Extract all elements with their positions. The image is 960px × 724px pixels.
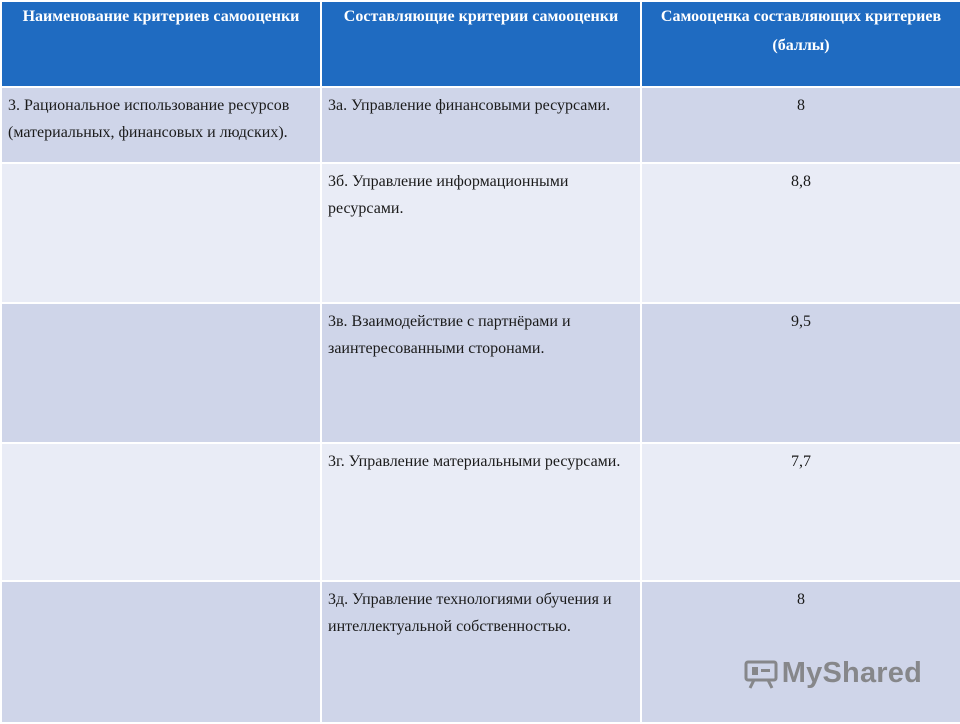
- table-row: [1, 443, 960, 581]
- criterion-cell: [1, 443, 321, 581]
- table-row: [1, 581, 960, 723]
- presentation-board-icon: [744, 659, 778, 689]
- table-row: [1, 87, 960, 163]
- score-cell: 7,7: [641, 443, 960, 581]
- header-component: Составляющие критерии самооценки: [321, 1, 641, 87]
- score-cell: 8: [641, 581, 960, 723]
- score-cell: 8: [641, 87, 960, 163]
- criterion-cell: [1, 581, 321, 723]
- component-cell: 3а. Управление финансовыми ресурсами.: [321, 87, 641, 163]
- component-cell: 3д. Управление технологиями обучения и интеллектуальной собственностью.: [321, 581, 641, 723]
- watermark-text: MyShared: [781, 657, 922, 689]
- criterion-cell: [1, 163, 321, 303]
- watermark-logo: [744, 657, 922, 690]
- table-row: [1, 303, 960, 443]
- component-cell: 3г. Управление материальными ресурсами.: [321, 443, 641, 581]
- criterion-cell: [1, 303, 321, 443]
- table-row: [1, 163, 960, 303]
- criterion-cell: 3. Рациональное использование ресурсов (материальных, финансовых и людских).: [1, 87, 321, 163]
- component-cell: 3б. Управление информационными ресурсами.: [321, 163, 641, 303]
- score-cell: 9,5: [641, 303, 960, 443]
- header-criterion: Наименование критериев самооценки: [1, 1, 321, 87]
- header-score: Самооценка составляющих критериев (баллы): [641, 1, 960, 87]
- score-cell: 8,8: [641, 163, 960, 303]
- header-row: [1, 1, 960, 87]
- component-cell: 3в. Взаимодействие с партнёрами и заинтересованными сторонами.: [321, 303, 641, 443]
